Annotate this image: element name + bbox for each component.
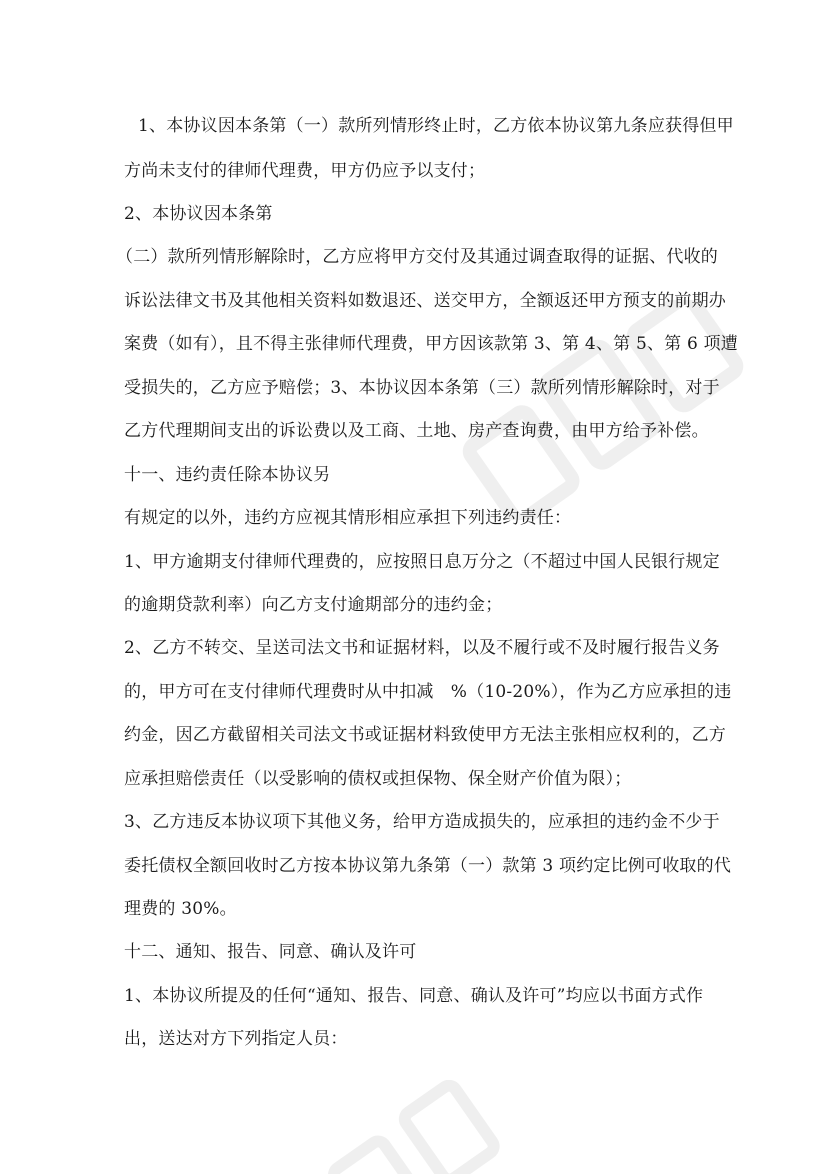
paragraph-line: 委托债权全额回收时乙方按本协议第九条第（一）款第 3 项约定比例可收取的代 [124,856,732,876]
section-heading: 十二、通知、报告、同意、确认及许可 [124,942,417,962]
paragraph-line: 1、本协议所提及的任何“通知、报告、同意、确认及许可”均应以书面方式作 [124,986,704,1006]
section-heading: 十一、违约责任除本协议另 [124,465,331,485]
paragraph-line: 有规定的以外，违约方应视其情形相应承担下列违约责任： [124,508,572,528]
paragraph-line: 3、乙方违反本协议项下其他义务，给甲方造成损失的，应承担的违约金不少于 [124,812,720,832]
paragraph-line: 2、本协议因本条第 [124,204,273,224]
paragraph-line: 乙方代理期间支出的诉讼费以及工商、土地、房产查询费，由甲方给予补偿。 [124,421,709,441]
paragraph-line: 方尚未支付的律师代理费，甲方仍应予以支付； [124,161,486,181]
paragraph-line: 的逾期贷款利率）向乙方支付逾期部分的违约金； [124,595,503,615]
paragraph-line: 理费的 30%。 [124,899,237,919]
paragraph-line: 案费（如有），且不得主张律师代理费，甲方因该款第 3、第 4、第 5、第 6 项遭 [124,334,738,354]
paragraph-line: 应承担赔偿责任（以受影响的债权或担保物、保全财产价值为限）； [124,769,632,789]
paragraph-line: 约金，因乙方截留相关司法文书或证据材料致使甲方无法主张相应权利的，乙方 [124,725,726,745]
paragraph-line: 1、甲方逾期支付律师代理费的，应按照日息万分之（不超过中国人民银行规定 [124,552,720,572]
paragraph-line: 受损失的，乙方应予赔偿；3、本协议因本条第（三）款所列情形解除时，对于 [124,378,720,398]
paragraph-line: 的，甲方可在支付律师代理费时从中扣减 %（10-20%），作为乙方应承担的违 [124,682,732,702]
paragraph-line: 出，送达对方下列指定人员： [124,1029,348,1049]
paragraph-line: （二）款所列情形解除时，乙方应将甲方交付及其通过调查取得的证据、代收的 [116,247,718,267]
paragraph-line: 2、乙方不转交、呈送司法文书和证据材料，以及不履行或不及时履行报告义务 [124,638,720,658]
watermark-logo-icon [300,1080,560,1174]
paragraph-line: 诉讼法律文书及其他相关资料如数退还、送交甲方，全额返还甲方预支的前期办 [124,291,726,311]
paragraph-line: 1、本协议因本条第（一）款所列情形终止时，乙方依本协议第九条应获得但甲 [138,116,734,136]
